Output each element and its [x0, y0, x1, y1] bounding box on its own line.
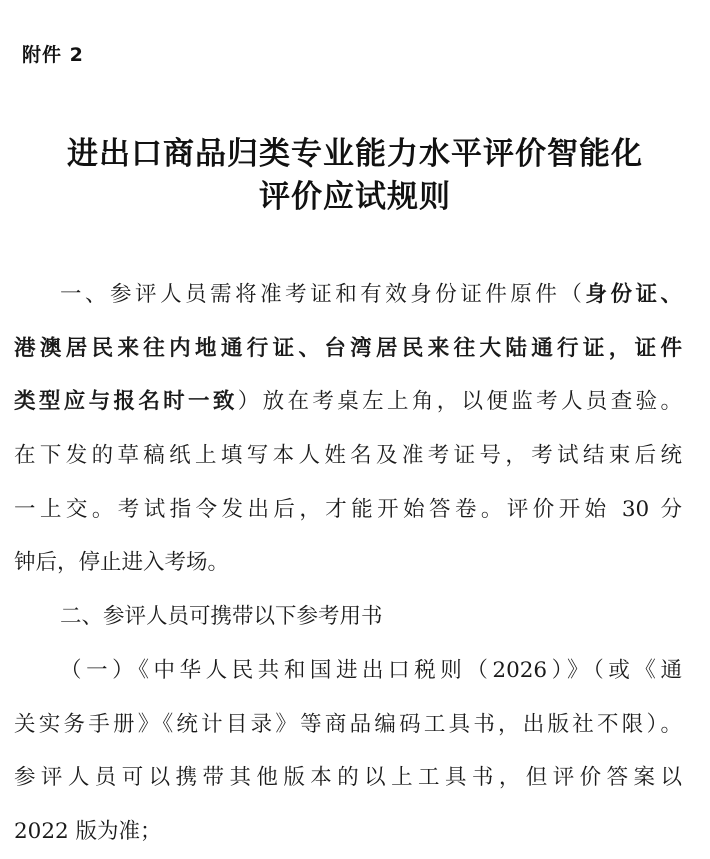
section2-item1-line-4: 2022 版为准；	[14, 818, 162, 844]
section2-item1-line-2: 关实务手册》《统计目录》等商品编码工具书，出版社不限）。	[14, 711, 682, 737]
section1-line-3-bold: 类型应与报名时一致	[14, 389, 238, 415]
document-body	[14, 268, 682, 859]
document-title-line-2: 评价应试规则	[259, 179, 451, 215]
section1-line-6: 钟后，停止进入考场。	[14, 550, 230, 576]
section2-heading: 二、参评人员可携带以下参考用书	[60, 604, 383, 630]
section2-item1-line-3: 参评人员可以携带其他版本的以上工具书，但评价答案以	[14, 765, 682, 791]
section1-line-1-bold: 身份证、	[585, 282, 682, 307]
section2-item1-line-1: （一）《中华人民共和国进出口税则（2026）》（或《通	[60, 657, 682, 683]
attachment-label: 附件 2	[22, 44, 84, 66]
section1-line-3	[14, 375, 682, 429]
section1-line-1-text: 一、参评人员需将准考证和有效身份证件原件（	[60, 282, 586, 307]
document-title-line-1: 进出口商品归类专业能力水平评价智能化	[67, 136, 643, 172]
section1-line-2: 港澳居民来往内地通行证、台湾居民来往大陆通行证，证件	[14, 335, 682, 361]
section1-line-5: 一上交。考试指令发出后，才能开始答卷。评价开始 30 分	[14, 496, 682, 522]
section1-line-4: 在下发的草稿纸上填写本人姓名及准考证号，考试结束后统	[14, 443, 682, 469]
section1-line-3-text: ）放在考桌左上角，以便监考人员查验。	[237, 389, 682, 415]
section1-line-1	[14, 268, 682, 322]
